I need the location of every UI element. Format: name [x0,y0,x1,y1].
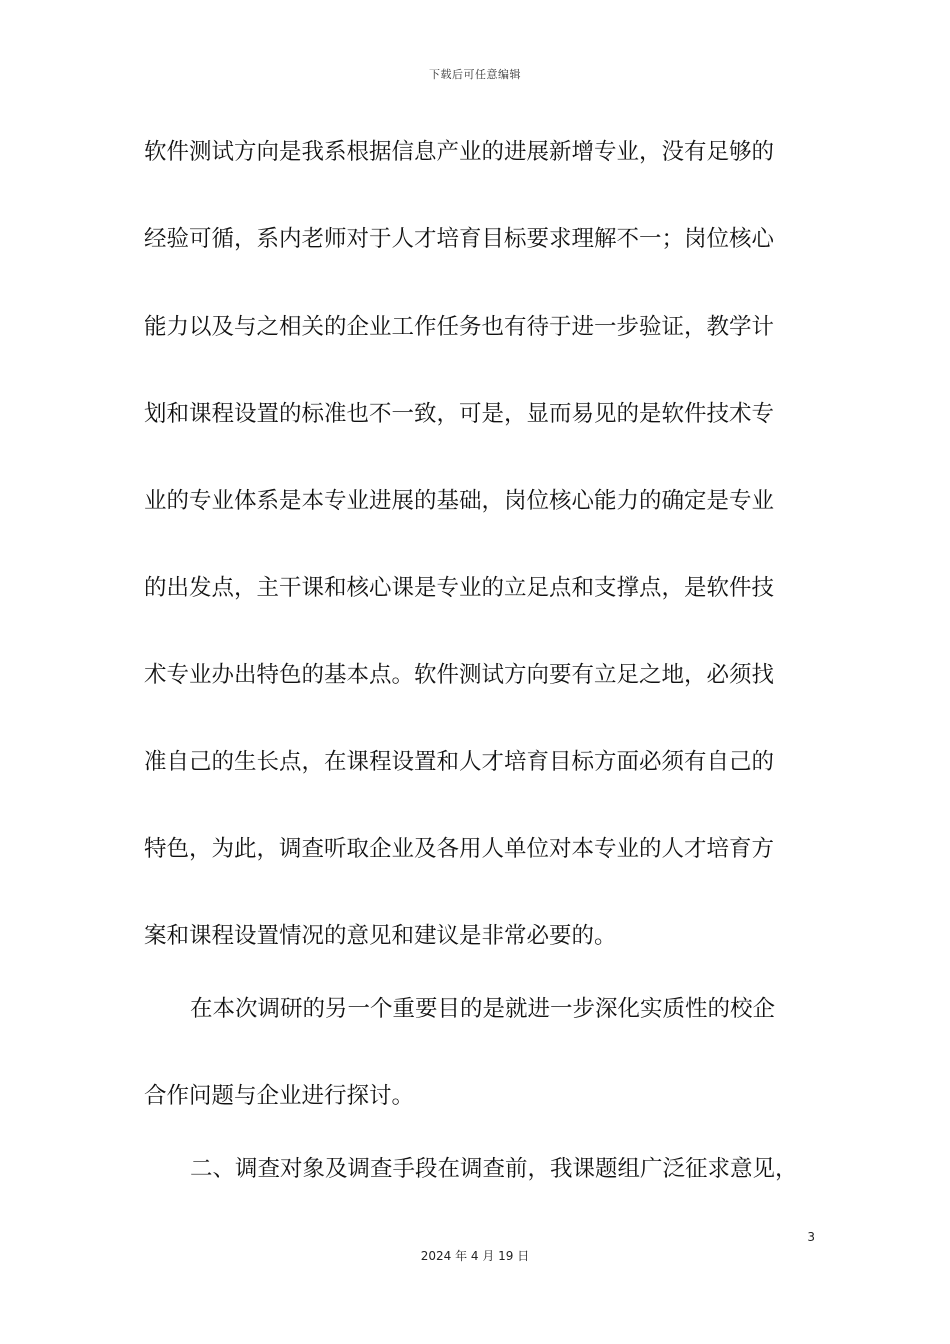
page-footer-date: 2024 年 4 月 19 日 [420,1249,530,1263]
body-line-7: 术专业办出特色的基本点。软件测试方向要有立足之地，必须找 [144,662,775,688]
body-line-10: 案和课程设置情况的意见和建议是非常必要的。 [144,923,617,949]
page-number: 3 [807,1230,815,1244]
body-line-11: 在本次调研的另一个重要目的是就进一步深化实质性的校企 [190,996,776,1022]
body-line-1: 软件测试方向是我系根据信息产业的进展新增专业，没有足够的 [144,139,775,165]
body-line-2: 经验可循，系内老师对于人才培育目标要求理解不一；岗位核心 [144,226,775,252]
body-line-6: 的出发点，主干课和核心课是专业的立足点和支撑点，是软件技 [144,575,775,601]
body-line-5: 业的专业体系是本专业进展的基础，岗位核心能力的确定是专业 [144,488,775,514]
body-line-13: 二、调查对象及调查手段在调查前，我课题组广泛征求意见， [190,1156,798,1182]
body-line-4: 划和课程设置的标准也不一致，可是，显而易见的是软件技术专 [144,401,775,427]
body-line-8: 准自己的生长点，在课程设置和人才培育目标方面必须有自己的 [144,749,775,775]
body-line-12: 合作问题与企业进行探讨。 [144,1083,415,1109]
body-line-9: 特色，为此，调查听取企业及各用人单位对本专业的人才培育方 [144,836,775,862]
body-line-3: 能力以及与之相关的企业工作任务也有待于进一步验证，教学计 [144,314,775,340]
page-header: 下载后可任意编辑 [429,68,521,81]
